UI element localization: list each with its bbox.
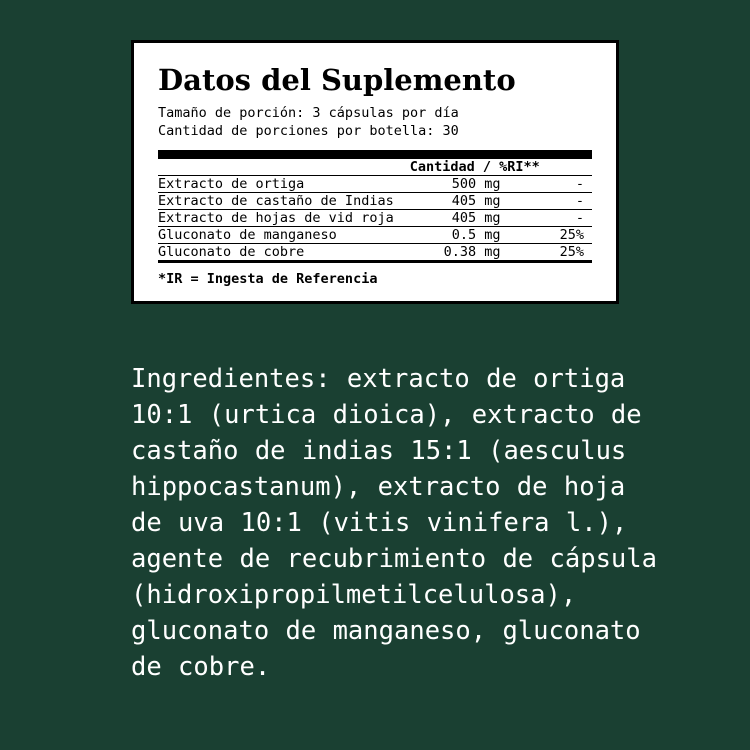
row-ri: 25% (523, 226, 592, 243)
row-amount: 500 mg (410, 175, 523, 192)
facts-table (158, 159, 592, 260)
reference-intake-footnote: *IR = Ingesta de Referencia (158, 270, 378, 287)
table-row (158, 243, 592, 260)
panel-title: Datos del Suplemento (158, 63, 516, 97)
row-ri: - (523, 175, 592, 192)
row-ri: 25% (523, 243, 592, 260)
row-name: Gluconato de manganeso (158, 226, 410, 243)
serving-size-line: Tamaño de porción: 3 cápsulas por día (158, 104, 459, 121)
row-name: Extracto de hojas de vid roja (158, 209, 410, 226)
thick-divider (158, 150, 592, 159)
table-row (158, 209, 592, 226)
servings-per-container-line: Cantidad de porciones por botella: 30 (158, 122, 459, 139)
facts-table-header (158, 159, 592, 176)
row-name: Extracto de castaño de Indias (158, 192, 410, 209)
header-amount-ri: Cantidad / %RI** (409, 158, 540, 175)
table-row (158, 192, 592, 209)
row-ri: - (523, 192, 592, 209)
row-name: Extracto de ortiga (158, 175, 410, 192)
row-ri: - (523, 209, 592, 226)
supplement-facts-panel (131, 40, 619, 304)
table-row (158, 226, 592, 243)
header-blank (158, 159, 410, 176)
row-amount: 0.38 mg (410, 243, 523, 260)
row-name: Gluconato de cobre (158, 243, 410, 260)
row-amount: 405 mg (410, 192, 523, 209)
row-amount: 405 mg (410, 209, 523, 226)
ingredients-text: Ingredientes: extracto de ortiga 10:1 (urtica dioica), extracto de castaño de indias 15:1 (aesculus hippocastanum), extracto de hoja de uva 10:1 (vitis vinifera l.), agente de recubrimiento de cápsula (hidroxipropilmetilcelulosa), gluconato de manganeso, gluconato de cobre. (131, 364, 657, 682)
table-row (158, 175, 592, 192)
row-amount: 0.5 mg (410, 226, 523, 243)
